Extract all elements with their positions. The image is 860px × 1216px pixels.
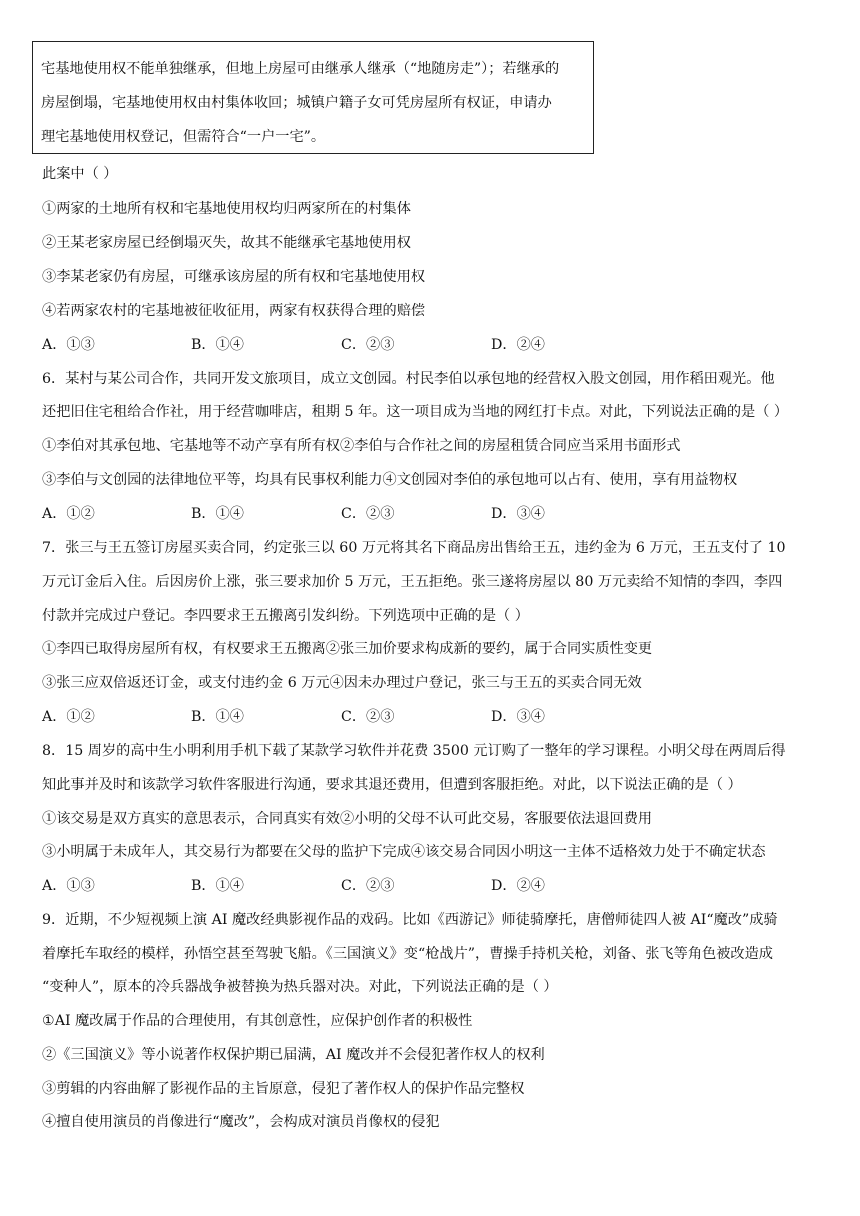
- q8-statement: ③小明属于未成年人，其交易行为都要在父母的监护下完成④该交易合同因小明这一主体不适格效力处于不确定状态: [42, 844, 766, 860]
- q8-statement: ①该交易是双方真实的意思表示，合同真实有效②小明的父母不认可此交易，客服要依法退回费用: [42, 811, 653, 827]
- option-b[interactable]: B．①④: [191, 506, 244, 522]
- q7-stem-line: 付款并完成过户登记。李四要求王五搬离引发纠纷。下列选项中正确的是（ ）: [42, 608, 529, 624]
- option-b[interactable]: B．①④: [191, 337, 244, 353]
- q7-options: [42, 706, 642, 726]
- option-a[interactable]: A．①②: [42, 506, 95, 522]
- material-line: 宅基地使用权不能单独继承，但地上房屋可由继承人继承（“地随房走”）；若继承的: [41, 61, 560, 77]
- option-c[interactable]: C．②③: [341, 506, 395, 522]
- q7-stem-line: 7．张三与王五签订房屋买卖合同，约定张三以 60 万元将其名下商品房出售给王五，违约金为 6 万元，王五支付了 10: [42, 540, 786, 556]
- option-a[interactable]: A．①②: [42, 709, 95, 725]
- q8-stem-line: 知此事并及时和该款学习软件客服进行沟通，要求其退还费用，但遭到客服拒绝。对此，以下说法正确的是（ ）: [42, 777, 742, 793]
- option-c[interactable]: C．②③: [341, 878, 395, 894]
- q7-statement: ③张三应双倍返还订金，或支付违约金 6 万元④因未办理过户登记，张三与王五的买卖合同无效: [42, 675, 642, 691]
- q8-options: [42, 875, 642, 895]
- q7-statement: ①李四已取得房屋所有权，有权要求王五搬离②张三加价要求构成新的要约，属于合同实质性变更: [42, 641, 653, 657]
- option-a[interactable]: A．①③: [42, 878, 95, 894]
- q9-stem-line: 着摩托车取经的模样，孙悟空甚至驾驶飞船。《三国演义》变“枪战片”，曹操手持机关枪，刘备、张飞等角色被改造成: [42, 946, 773, 962]
- material-line: 房屋倒塌，宅基地使用权由村集体收回；城镇户籍子女可凭房屋所有权证，申请办: [41, 95, 552, 111]
- material-line: 理宅基地使用权登记，但需符合“一户一宅”。: [41, 129, 326, 145]
- q9-statement: ③剪辑的内容曲解了影视作品的主旨原意，侵犯了著作权人的保护作品完整权: [42, 1081, 525, 1097]
- option-b[interactable]: B．①④: [191, 709, 244, 725]
- option-d[interactable]: D．②④: [491, 878, 545, 894]
- q9-stem-line: “变种人”，原本的冷兵器战争被替换为热兵器对决。对此，下列说法正确的是（ ）: [42, 979, 558, 995]
- option-b[interactable]: B．①④: [191, 878, 244, 894]
- q5-stem: 此案中（ ）: [42, 166, 118, 182]
- q5-statement: ④若两家农村的宅基地被征收征用，两家有权获得合理的赔偿: [42, 303, 426, 319]
- q8-stem-line: 8．15 周岁的高中生小明利用手机下载了某款学习软件并花费 3500 元订购了一整年的学习课程。小明父母在两周后得: [42, 743, 786, 759]
- q6-statement: ③李伯与文创园的法律地位平等，均具有民事权利能力④文创园对李伯的承包地可以占有、使用，享有用益物权: [42, 472, 738, 488]
- q6-statement: ①李伯对其承包地、宅基地等不动产享有所有权②李伯与合作社之间的房屋租赁合同应当采用书面形式: [42, 438, 681, 454]
- option-d[interactable]: D．②④: [491, 337, 545, 353]
- option-c[interactable]: C．②③: [341, 337, 395, 353]
- q7-stem-line: 万元订金后入住。后因房价上涨，张三要求加价 5 万元，王五拒绝。张三遂将房屋以 80 万元卖给不知情的李四，李四: [42, 574, 783, 590]
- option-a[interactable]: A．①③: [42, 337, 95, 353]
- q5-statement: ②王某老家房屋已经倒塌灭失，故其不能继承宅基地使用权: [42, 235, 411, 251]
- q6-stem-line: 还把旧住宅租给合作社，用于经营咖啡店，租期 5 年。这一项目成为当地的网红打卡点。对此，下列说法正确的是（ ）: [42, 404, 789, 420]
- option-d[interactable]: D．③④: [491, 709, 545, 725]
- q6-stem-line: 6．某村与某公司合作，共同开发文旅项目，成立文创园。村民李伯以承包地的经营权入股文创园，用作稻田观光。他: [42, 371, 775, 387]
- q9-statement: ①AI 魔改属于作品的合理使用，有其创意性，应保护创作者的积极性: [42, 1013, 473, 1029]
- q5-options: [42, 334, 642, 354]
- q9-statement: ④擅自使用演员的肖像进行“魔改”，会构成对演员肖像权的侵犯: [42, 1114, 440, 1130]
- q5-statement: ③李某老家仍有房屋，可继承该房屋的所有权和宅基地使用权: [42, 269, 426, 285]
- q9-stem-line: 9．近期，不少短视频上演 AI 魔改经典影视作品的戏码。比如《西游记》师徒骑摩托，唐僧师徒四人被 AI“魔改”成骑: [42, 912, 778, 928]
- option-c[interactable]: C．②③: [341, 709, 395, 725]
- q9-statement: ②《三国演义》等小说著作权保护期已届满，AI 魔改并不会侵犯著作权人的权利: [42, 1047, 545, 1063]
- q5-statement: ①两家的土地所有权和宅基地使用权均归两家所在的村集体: [42, 201, 411, 217]
- material-box: [32, 41, 594, 154]
- option-d[interactable]: D．③④: [491, 506, 545, 522]
- q6-options: [42, 503, 642, 523]
